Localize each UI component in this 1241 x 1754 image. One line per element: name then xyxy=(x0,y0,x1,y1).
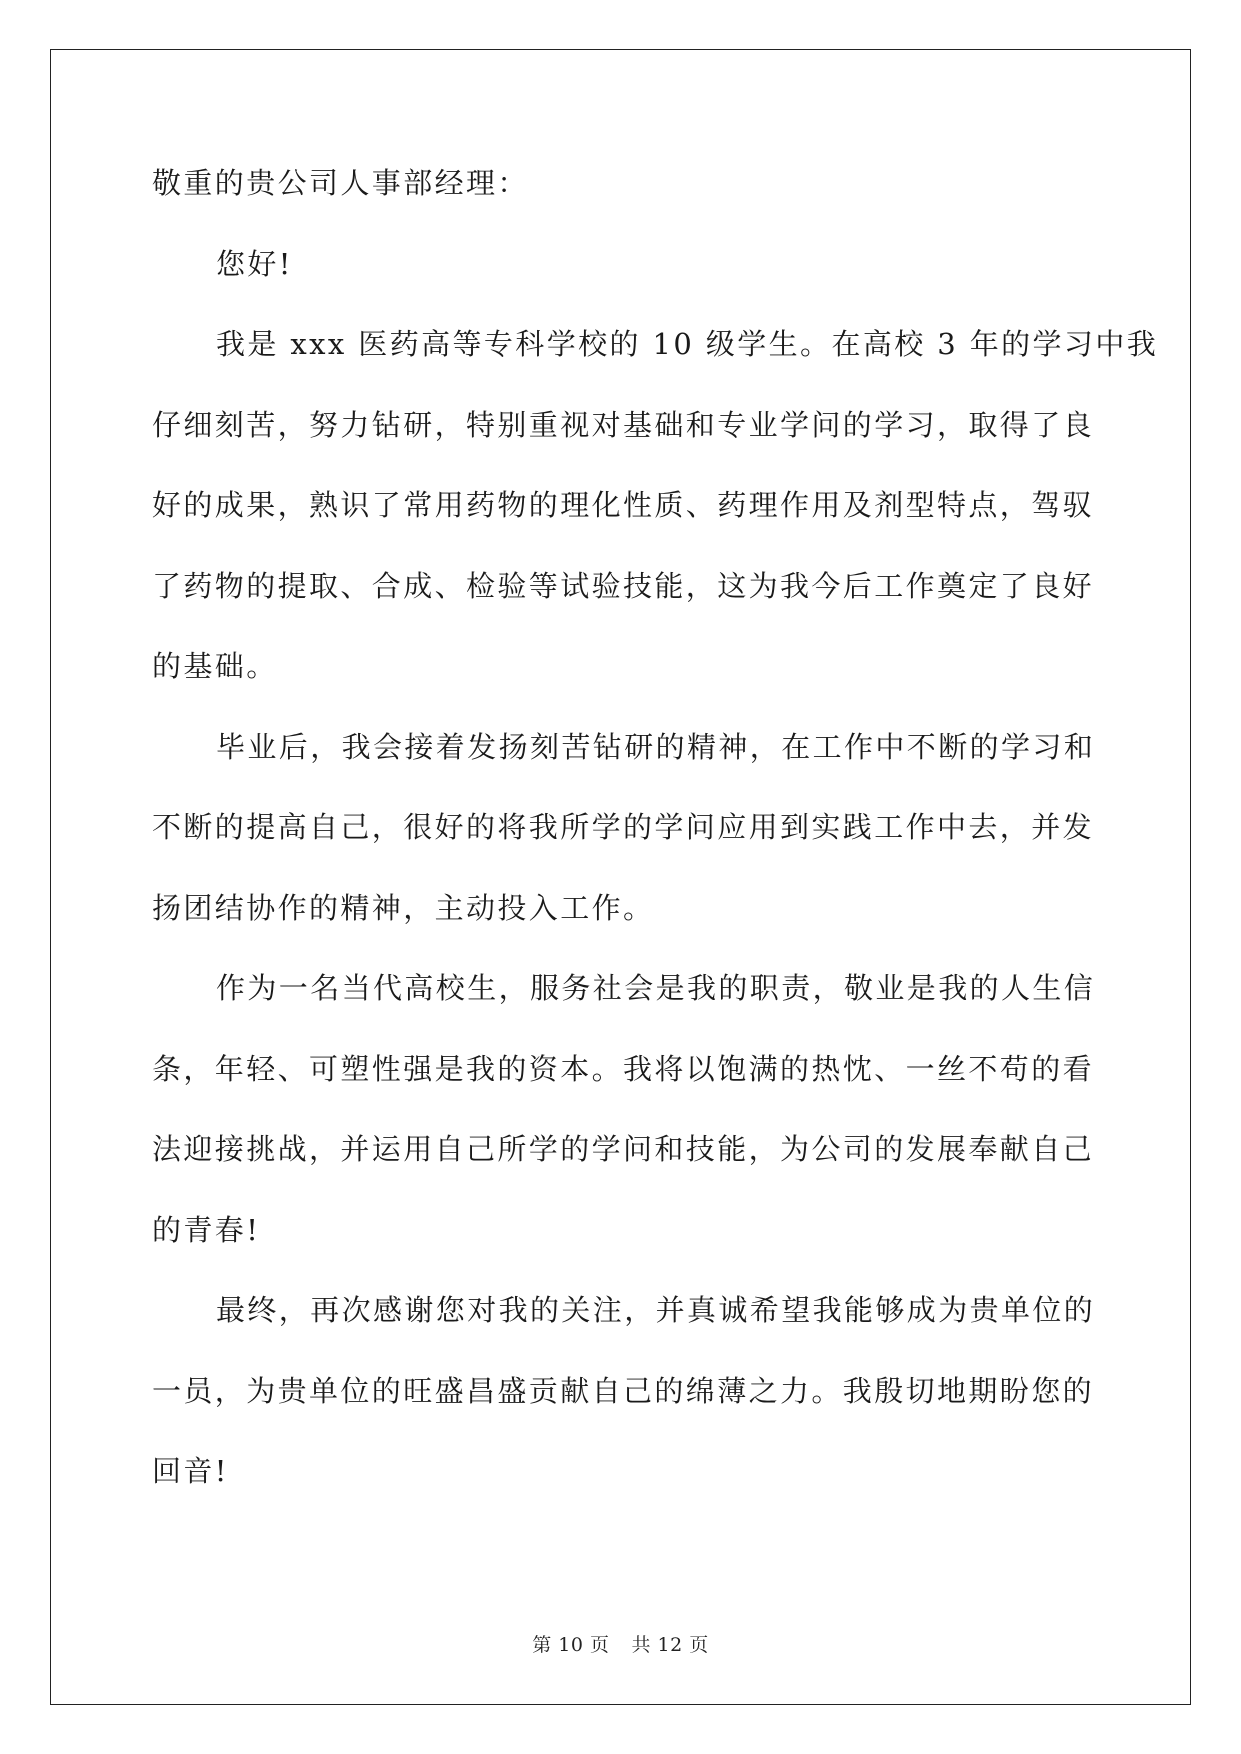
paragraph-4-line: 回音! xyxy=(152,1454,229,1488)
paragraph-3-line: 作为一名当代高校生，服务社会是我的职责，敬业是我的人生信 xyxy=(216,971,1096,1005)
greeting: 您好! xyxy=(216,246,293,281)
paragraph-1-line: 的基础。 xyxy=(152,649,278,683)
page-footer xyxy=(0,1630,1241,1657)
paragraph-2-line: 毕业后，我会接着发扬刻苦钻研的精神，在工作中不断的学习和 xyxy=(216,729,1096,764)
salutation: 敬重的贵公司人事部经理： xyxy=(152,166,529,200)
paragraph-1-line: 好的成果，熟识了常用药物的理化性质、药理作用及剂型特点，驾驭 xyxy=(152,488,1095,522)
paragraph-4-line: 一员，为贵单位的旺盛昌盛贡献自己的绵薄之力。我殷切地期盼您的 xyxy=(152,1373,1095,1408)
paragraph-4-line: 最终，再次感谢您对我的关注，并真诚希望我能够成为贵单位的 xyxy=(216,1293,1096,1327)
paragraph-2-line: 不断的提高自己，很好的将我所学的学问应用到实践工作中去，并发 xyxy=(152,810,1095,844)
paragraph-2-line: 扬团结协作的精神，主动投入工作。 xyxy=(152,890,655,925)
paragraph-1-line: 了药物的提取、合成、检验等试验技能，这为我今后工作奠定了良好 xyxy=(152,568,1095,603)
letter-body xyxy=(152,163,1159,1532)
paragraph-1-line: 我是 xxx 医药高等专科学校的 10 级学生。在高校 3 年的学习中我 xyxy=(216,327,1159,361)
paragraph-3-line: 条，年轻、可塑性强是我的资本。我将以饱满的热忱、一丝不苟的看 xyxy=(152,1051,1095,1086)
paragraph-1-line: 仔细刻苦，努力钻研，特别重视对基础和专业学问的学习，取得了良 xyxy=(152,407,1095,442)
page-number: 第 10 页 xyxy=(532,1634,610,1656)
paragraph-3-line: 的青春! xyxy=(152,1212,261,1247)
page-total: 共 12 页 xyxy=(631,1634,709,1656)
paragraph-3-line: 法迎接挑战，并运用自己所学的学问和技能，为公司的发展奉献自己 xyxy=(152,1132,1095,1166)
